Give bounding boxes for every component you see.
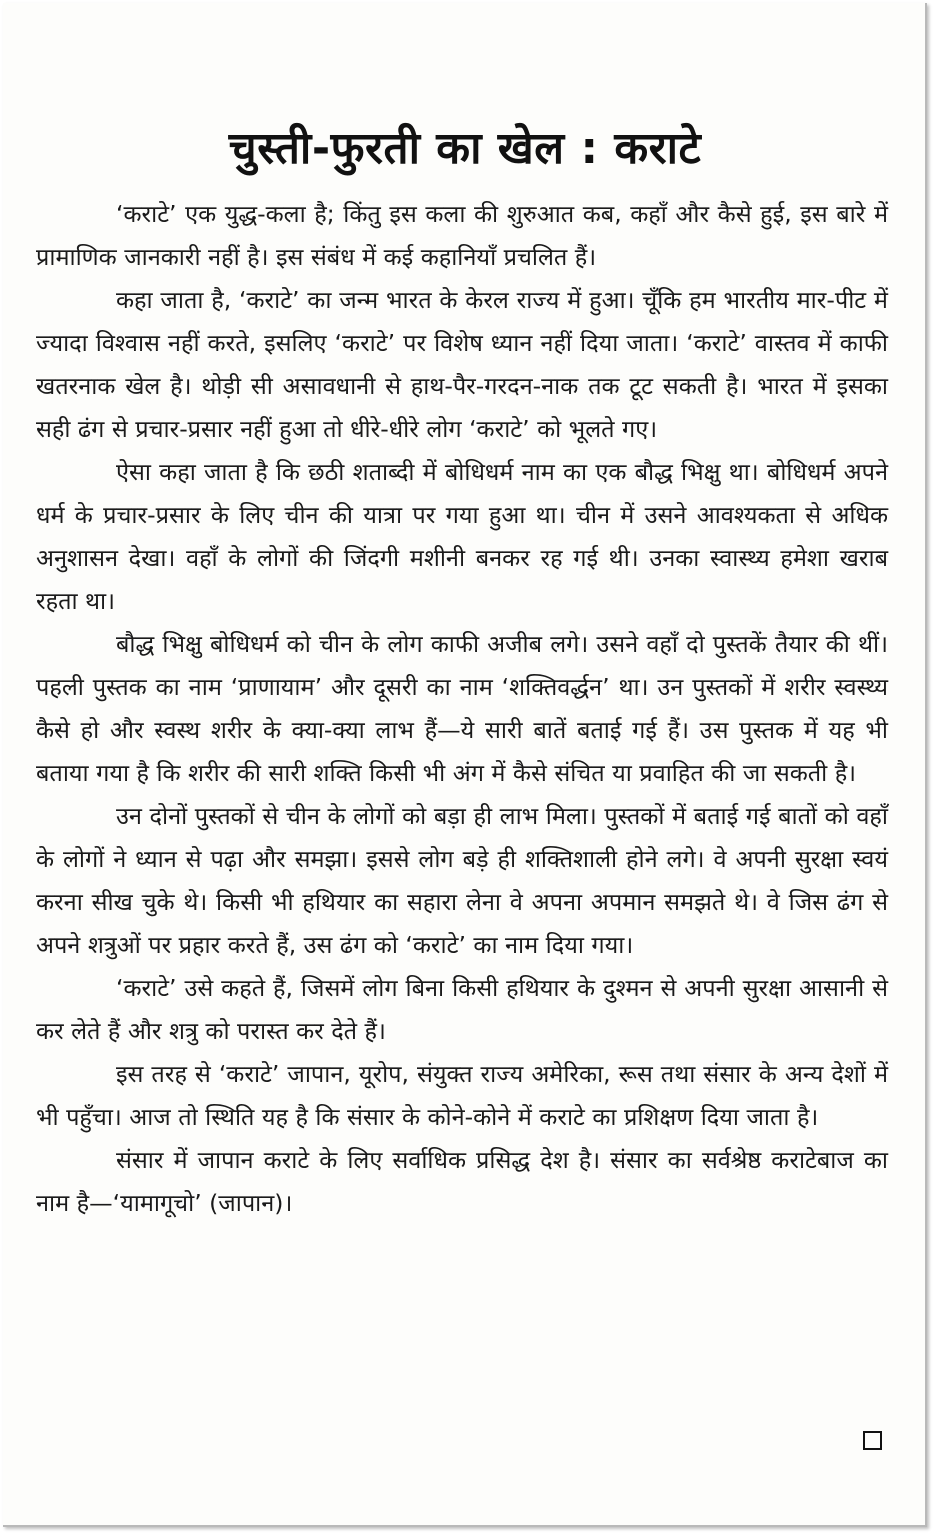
paragraph-1: ‘कराटे’ एक युद्ध-कला है; किंतु इस कला की शुरुआत कब, कहाँ और कैसे हुई, इस बारे में प्रामाणिक जानकारी नहीं है। इस संबंध में कई कहानियाँ प्रचलित हैं। — [36, 200, 888, 271]
paragraph-2: कहा जाता है, ‘कराटे’ का जन्म भारत के केरल राज्य में हुआ। चूँकि हम भारतीय मार-पीट में ज्यादा विश्वास नहीं करते, इसलिए ‘कराटे’ पर विशेष ध्यान नहीं दिया जाता। ‘कराटे’ वास्तव में काफी खतरनाक खेल है। थोड़ी सी असावधानी से हाथ-पैर-गरदन-नाक तक टूट सकती है। भारत में इसका सही ढंग से प्रचार-प्रसार नहीं हुआ तो धीरे-धीरे लोग ‘कराटे’ को भूलते गए। — [36, 286, 888, 443]
paragraph-3: ऐसा कहा जाता है कि छठी शताब्दी में बोधिधर्म नाम का एक बौद्ध भिक्षु था। बोधिधर्म अपने धर्म के प्रचार-प्रसार के लिए चीन की यात्रा पर गया हुआ था। चीन में उसने आवश्यकता से अधिक अनुशासन देखा। वहाँ के लोगों की जिंदगी मशीनी बनकर रह गई थी। उनका स्वास्थ्य हमेशा खराब रहता था। — [36, 458, 888, 615]
end-of-article-square-icon — [863, 1431, 882, 1450]
page-title: चुस्ती-फुरती का खेल : कराटे — [228, 123, 702, 175]
document-page — [3, 3, 927, 1527]
paragraph-8: संसार में जापान कराटे के लिए सर्वाधिक प्रसिद्ध देश है। संसार का सर्वश्रेष्ठ कराटेबाज का नाम है—‘यामागूचो’ (जापान)। — [36, 1146, 888, 1217]
paragraph-5: उन दोनों पुस्तकों से चीन के लोगों को बड़ा ही लाभ मिला। पुस्तकों में बताई गई बातों को वहाँ के लोगों ने ध्यान से पढ़ा और समझा। इससे लोग बड़े ही शक्तिशाली होने लगे। वे अपनी सुरक्षा स्वयं करना सीख चुके थे। किसी भी हथियार का सहारा लेना वे अपना अपमान समझते थे। वे जिस ढंग से अपने शत्रुओं पर प्रहार करते हैं, उस ढंग को ‘कराटे’ का नाम दिया गया। — [36, 802, 888, 959]
paragraph-7: इस तरह से ‘कराटे’ जापान, यूरोप, संयुक्त राज्य अमेरिका, रूस तथा संसार के अन्य देशों में भी पहुँचा। आज तो स्थिति यह है कि संसार के कोने-कोने में कराटे का प्रशिक्षण दिया जाता है। — [36, 1060, 888, 1131]
essay-body — [36, 193, 888, 1225]
paragraph-4: बौद्ध भिक्षु बोधिधर्म को चीन के लोग काफी अजीब लगे। उसने वहाँ दो पुस्तकें तैयार की थीं। पहली पुस्तक का नाम ‘प्राणायाम’ और दूसरी का नाम ‘शक्तिवर्द्धन’ था। उन पुस्तकों में शरीर स्वस्थ्य कैसे हो और स्वस्थ शरीर के क्या-क्या लाभ हैं—ये सारी बातें बताई गई हैं। उस पुस्तक में यह भी बताया गया है कि शरीर की सारी शक्ति किसी भी अंग में कैसे संचित या प्रवाहित की जा सकती है। — [36, 630, 888, 787]
paragraph-6: ‘कराटे’ उसे कहते हैं, जिसमें लोग बिना किसी हथियार के दुश्मन से अपनी सुरक्षा आसानी से कर लेते हैं और शत्रु को परास्त कर देते हैं। — [36, 974, 888, 1045]
